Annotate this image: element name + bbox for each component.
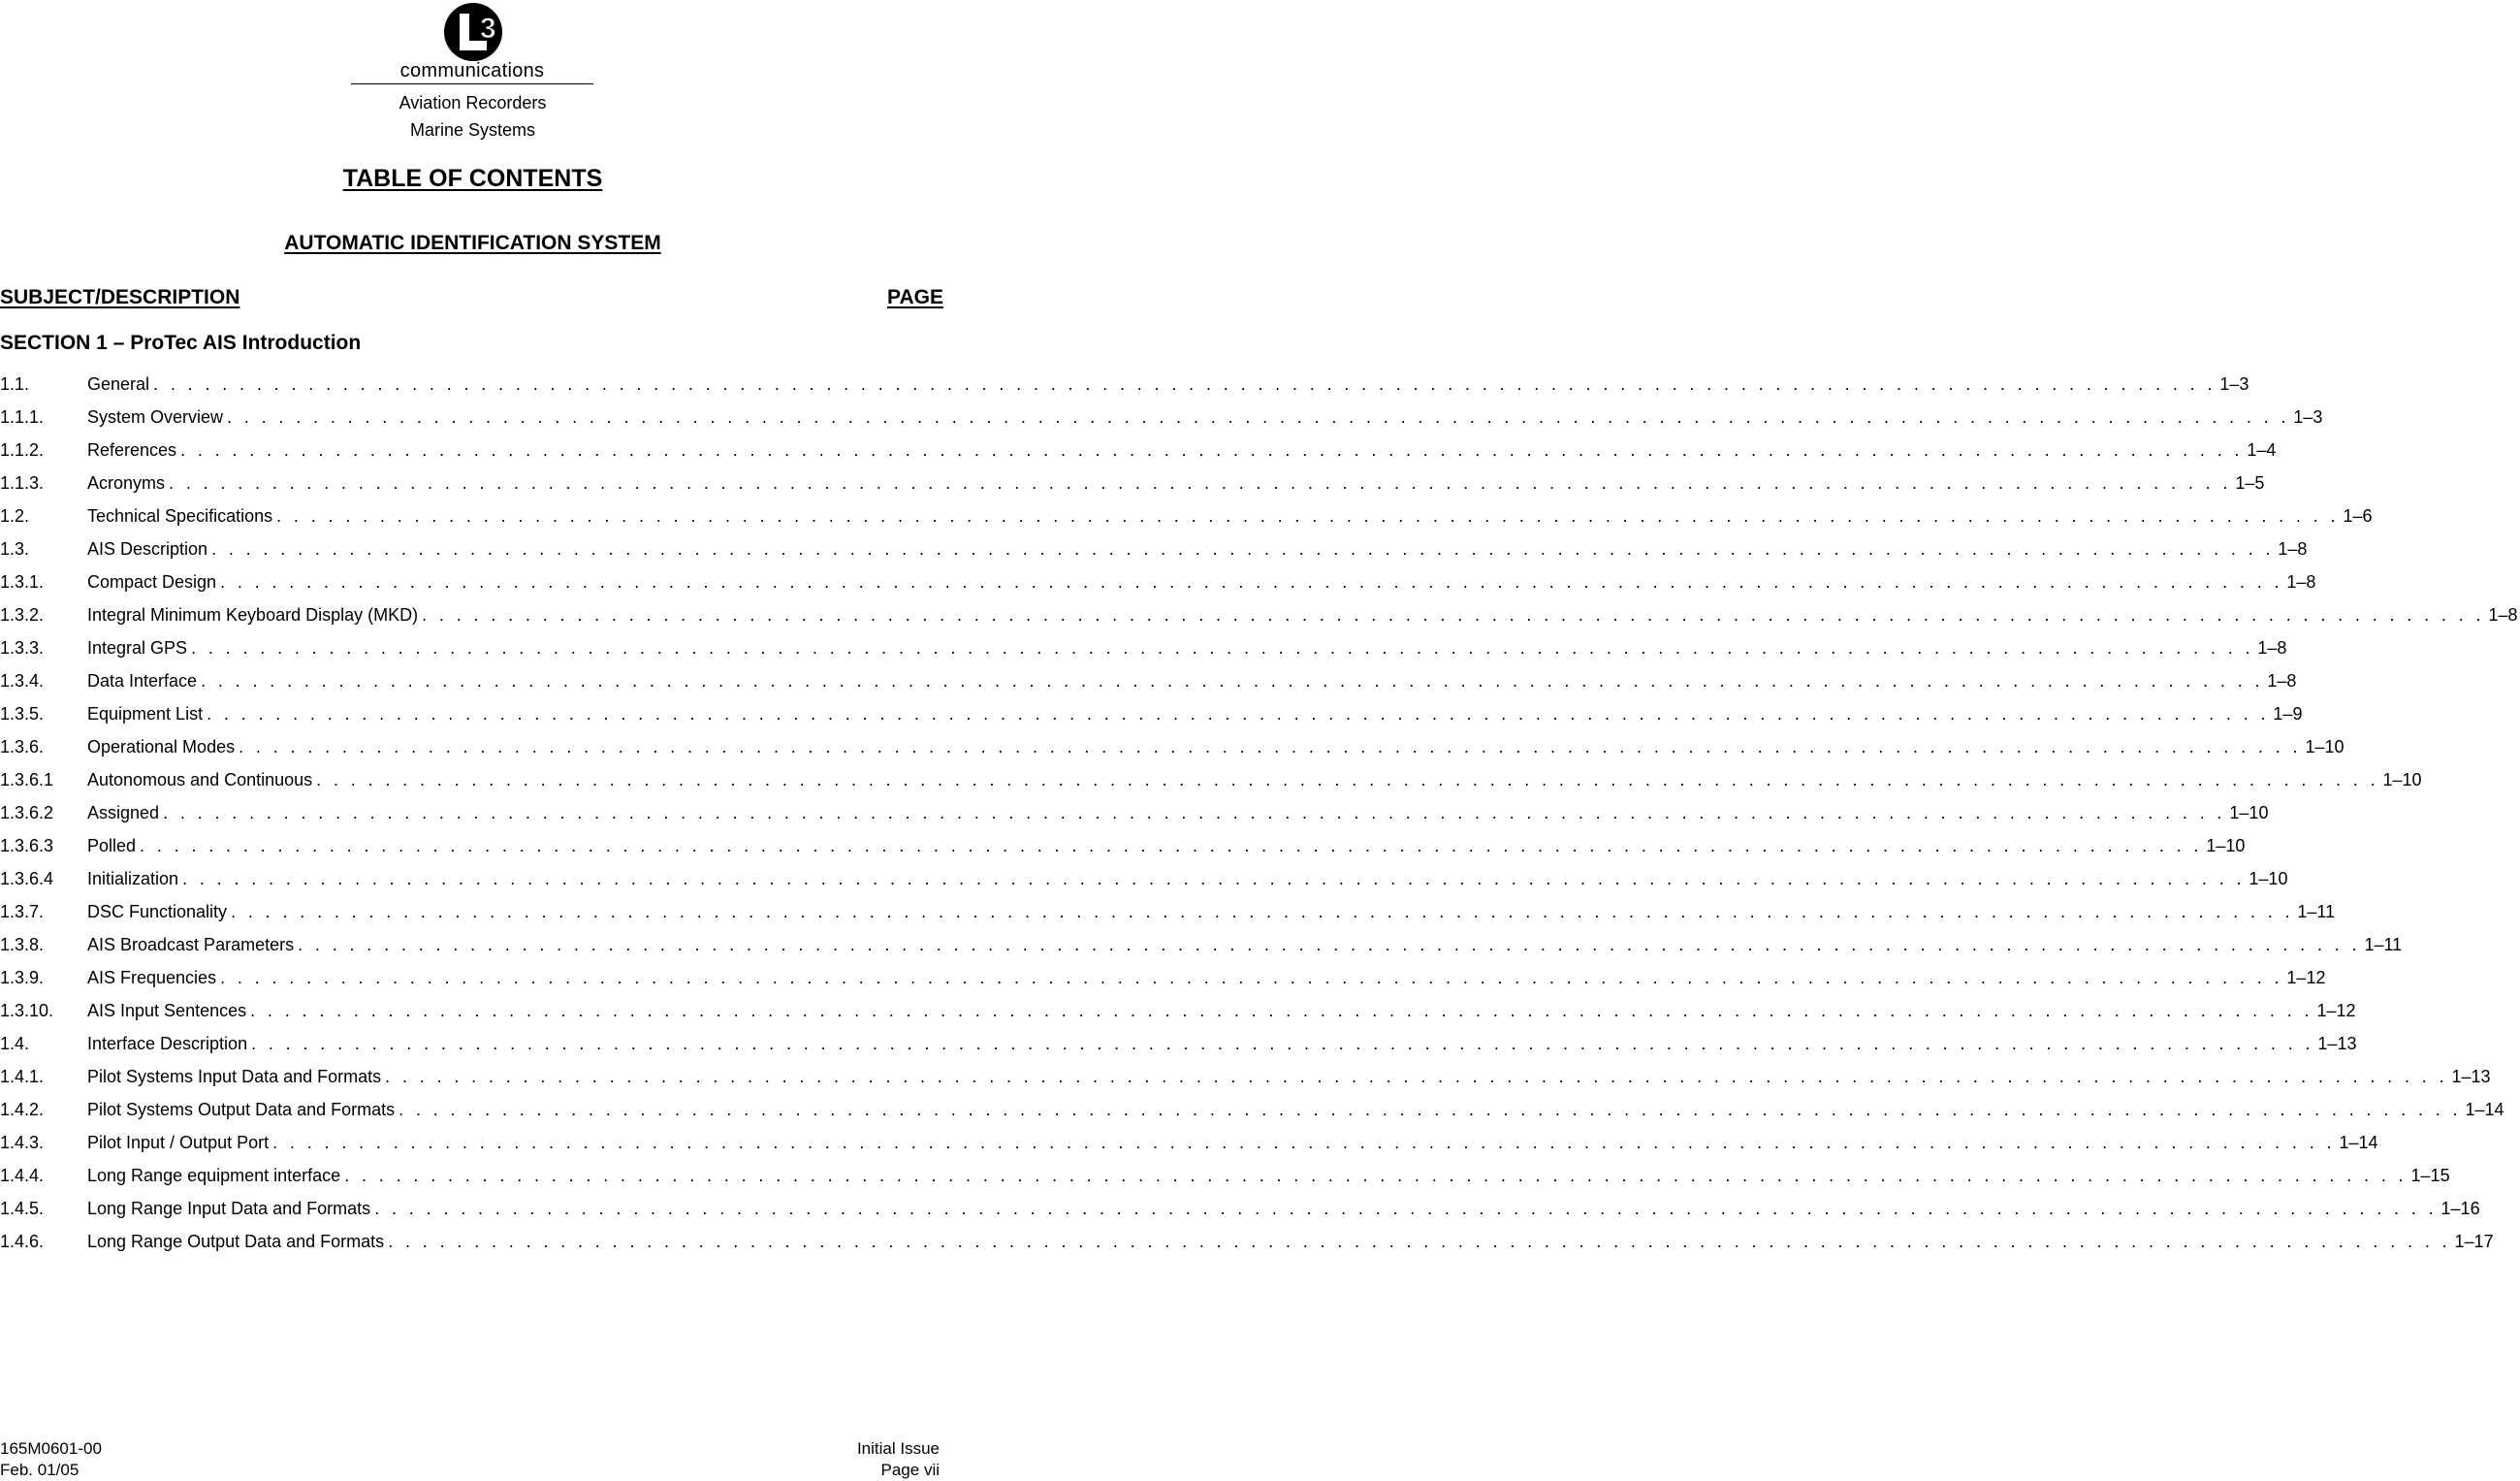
- toc-entry-number: 1.3.6.: [0, 737, 45, 757]
- dot-leader: . . . . . . . . . . . . . . . . . . . . . . . . . . . . . . . . . . . . . . . . . . . . . . . . . . . . . . . . . . . . . . . . . . . . . . . . . . . . . . . . . . . . . . . . . . . . . . . . . . . . . . . . . . . . . . . . . . . . . . . .: [239, 737, 2302, 757]
- toc-entry: [87, 600, 2518, 629]
- dot-leader: . . . . . . . . . . . . . . . . . . . . . . . . . . . . . . . . . . . . . . . . . . . . . . . . . . . . . . . . . . . . . . . . . . . . . . . . . . . . . . . . . . . . . . . . . . . . . . . . . . . . . . . . . . . . . . . . . . . . . . . .: [220, 968, 2283, 987]
- toc-entry: [87, 567, 2316, 596]
- toc-entry-label[interactable]: AIS Input Sentences: [87, 996, 250, 1025]
- toc-entry: [87, 666, 2297, 695]
- toc-entry-label[interactable]: AIS Description: [87, 534, 211, 563]
- toc-entry-page[interactable]: 1–12: [2286, 968, 2326, 987]
- toc-entry: [87, 864, 2288, 893]
- toc-row[interactable]: [0, 897, 2336, 930]
- toc-entry: [87, 963, 2326, 992]
- toc-entry: [87, 1062, 2491, 1091]
- dot-leader: . . . . . . . . . . . . . . . . . . . . . . . . . . . . . . . . . . . . . . . . . . . . . . . . . . . . . . . . . . . . . . . . . . . . . . . . . . . . . . . . . . . . . . . . . . . . . . . . . . . . . . . . . . . . . . . . . . . . . . . .: [276, 506, 2340, 526]
- dot-leader: . . . . . . . . . . . . . . . . . . . . . . . . . . . . . . . . . . . . . . . . . . . . . . . . . . . . . . . . . . . . . . . . . . . . . . . . . . . . . . . . . . . . . . . . . . . . . . . . . . . . . . . . . . . . . . . . . . . . . . . .: [422, 605, 2485, 625]
- toc-entry: [87, 897, 2336, 926]
- toc-entry-page[interactable]: 1–14: [2339, 1133, 2378, 1152]
- page-title: TABLE OF CONTENTS: [342, 165, 603, 192]
- toc-row[interactable]: [0, 1128, 2378, 1161]
- toc-entry: [87, 798, 2269, 827]
- footer-date: Feb. 01/05: [0, 1461, 80, 1479]
- toc-row[interactable]: [0, 864, 2288, 897]
- toc-entry-page[interactable]: 1–10: [2305, 737, 2345, 757]
- toc-entry-page[interactable]: 1–8: [2267, 671, 2297, 691]
- toc-entry-page[interactable]: 1–13: [2317, 1034, 2357, 1053]
- dot-leader: . . . . . . . . . . . . . . . . . . . . . . . . . . . . . . . . . . . . . . . . . . . . . . . . . . . . . . . . . . . . . . . . . . . . . . . . . . . . . . . . . . . . . . . . . . . . . . . . . . . . . . . . . . . . . . . . . . . . . . . .: [374, 1199, 2438, 1218]
- toc-entry-page[interactable]: 1–11: [2364, 935, 2403, 954]
- toc-row[interactable]: [0, 370, 2249, 402]
- toc-entry-page[interactable]: 1–10: [2206, 836, 2246, 855]
- toc-row[interactable]: [0, 534, 2308, 567]
- dot-leader: . . . . . . . . . . . . . . . . . . . . . . . . . . . . . . . . . . . . . . . . . . . . . . . . . . . . . . . . . . . . . . . . . . . . . . . . . . . . . . . . . . . . . . . . . . . . . . . . . . . . . . . . . . . . . . . . . . . . . . . .: [298, 935, 2361, 954]
- toc-entry-number: 1.3.7.: [0, 902, 45, 921]
- toc-entry-page[interactable]: 1–12: [2316, 1001, 2356, 1020]
- toc-entry-number: 1.3.2.: [0, 605, 45, 625]
- toc-row[interactable]: [0, 1062, 2491, 1095]
- l3-logo-icon: [441, 2, 505, 62]
- toc-entry-label[interactable]: Pilot Systems Input Data and Formats: [87, 1062, 385, 1091]
- toc-entry: [87, 930, 2403, 959]
- toc-entry-number: 1.3.5.: [0, 704, 45, 724]
- toc-entry-label[interactable]: References: [87, 435, 180, 465]
- toc-entry-label[interactable]: Integral GPS: [87, 633, 191, 662]
- toc-row[interactable]: [0, 699, 2303, 732]
- toc-entry-number: 1.3.9.: [0, 968, 45, 987]
- toc-entry-number: 1.1.1.: [0, 407, 45, 427]
- toc-row[interactable]: [0, 600, 2518, 633]
- toc-entry-label[interactable]: Pilot Input / Output Port: [87, 1128, 272, 1157]
- toc-entry: [87, 534, 2308, 563]
- toc-entry-label[interactable]: Acronyms: [87, 468, 169, 498]
- toc-entry-label[interactable]: System Overview: [87, 402, 227, 432]
- toc-entry-label[interactable]: Interface Description: [87, 1029, 251, 1058]
- toc-entry-number: 1.3.6.2: [0, 803, 54, 822]
- toc-row[interactable]: [0, 633, 2287, 666]
- department-line-1: Aviation Recorders: [399, 93, 547, 113]
- footer-doc-number: 165M0601-00: [0, 1439, 102, 1458]
- toc-entry: [87, 1194, 2480, 1223]
- dot-leader: . . . . . . . . . . . . . . . . . . . . . . . . . . . . . . . . . . . . . . . . . . . . . . . . . . . . . . . . . . . . . . . . . . . . . . . . . . . . . . . . . . . . . . . . . . . . . . . . . . . . . . . . . . . . . . . . . . . . . . . .: [385, 1067, 2448, 1086]
- dot-leader: . . . . . . . . . . . . . . . . . . . . . . . . . . . . . . . . . . . . . . . . . . . . . . . . . . . . . . . . . . . . . . . . . . . . . . . . . . . . . . . . . . . . . . . . . . . . . . . . . . . . . . . . . . . . . . . . . . . . . . . .: [250, 1001, 2313, 1020]
- toc-row[interactable]: [0, 1029, 2357, 1062]
- toc-entry-label[interactable]: Pilot Systems Output Data and Formats: [87, 1095, 399, 1124]
- toc-entry-page[interactable]: 1–11: [2297, 902, 2336, 921]
- toc-entry: [87, 370, 2249, 399]
- toc-entry-number: 1.3.1.: [0, 572, 45, 592]
- dot-leader: . . . . . . . . . . . . . . . . . . . . . . . . . . . . . . . . . . . . . . . . . . . . . . . . . . . . . . . . . . . . . . . . . . . . . . . . . . . . . . . . . . . . . . . . . . . . . . . . . . . . . . . . . . . . . . . . . . . . . . . .: [272, 1133, 2336, 1152]
- toc-entry-page[interactable]: 1–15: [2410, 1166, 2450, 1185]
- toc-entry-number: 1.4.5.: [0, 1199, 45, 1218]
- footer-page-number: Page vii: [880, 1461, 940, 1479]
- toc-entry-page[interactable]: 1–17: [2454, 1232, 2494, 1251]
- toc-entry-number: 1.3.: [0, 539, 30, 559]
- toc-row[interactable]: [0, 732, 2345, 765]
- toc-entry: [87, 1128, 2378, 1157]
- toc-entry-number: 1.3.4.: [0, 671, 45, 691]
- toc-entry-number: 1.3.6.3: [0, 836, 54, 855]
- footer-issue: Initial Issue: [856, 1439, 940, 1458]
- column-header-page: PAGE: [887, 286, 943, 308]
- dot-leader: . . . . . . . . . . . . . . . . . . . . . . . . . . . . . . . . . . . . . . . . . . . . . . . . . . . . . . . . . . . . . . . . . . . . . . . . . . . . . . . . . . . . . . . . . . . . . . . . . . . . . . . . . . . . . . . . . . . . . . . .: [207, 704, 2270, 724]
- dot-leader: . . . . . . . . . . . . . . . . . . . . . . . . . . . . . . . . . . . . . . . . . . . . . . . . . . . . . . . . . . . . . . . . . . . . . . . . . . . . . . . . . . . . . . . . . . . . . . . . . . . . . . . . . . . . . . . . . . . . . . . .: [211, 539, 2275, 559]
- toc-entry-label[interactable]: General: [87, 370, 153, 399]
- toc-entry-label[interactable]: Long Range Output Data and Formats: [87, 1227, 388, 1256]
- toc-entry-label[interactable]: Technical Specifications: [87, 501, 276, 531]
- toc-entry-page[interactable]: 1–3: [2293, 407, 2323, 427]
- toc-entry: [87, 699, 2303, 728]
- toc-entry-number: 1.4.4.: [0, 1166, 45, 1185]
- toc-entry-label[interactable]: Polled: [87, 831, 140, 860]
- toc-entry-number: 1.4.: [0, 1034, 30, 1053]
- toc-entry-page[interactable]: 1–10: [2249, 869, 2288, 888]
- toc-row[interactable]: [0, 963, 2326, 996]
- dot-leader: . . . . . . . . . . . . . . . . . . . . . . . . . . . . . . . . . . . . . . . . . . . . . . . . . . . . . . . . . . . . . . . . . . . . . . . . . . . . . . . . . . . . . . . . . . . . . . . . . . . . . . . . . . . . . . . . . . . . . . . .: [201, 671, 2264, 691]
- dot-leader: . . . . . . . . . . . . . . . . . . . . . . . . . . . . . . . . . . . . . . . . . . . . . . . . . . . . . . . . . . . . . . . . . . . . . . . . . . . . . . . . . . . . . . . . . . . . . . . . . . . . . . . . . . . . . . . . . . . . . . . .: [153, 374, 2217, 394]
- toc-entry: [87, 501, 2373, 531]
- toc-entry-number: 1.3.6.1: [0, 770, 54, 789]
- toc-row[interactable]: [0, 1227, 2494, 1260]
- toc-entry-number: 1.4.2.: [0, 1100, 45, 1119]
- logo-numeral: 3: [480, 13, 496, 45]
- toc-entry-page[interactable]: 1–8: [2257, 638, 2287, 658]
- toc-entry-number: 1.4.3.: [0, 1133, 45, 1152]
- toc-entry-number: 1.3.8.: [0, 935, 45, 954]
- toc-entry: [87, 633, 2287, 662]
- toc-entry-label[interactable]: Autonomous and Continuous: [87, 765, 316, 794]
- toc-entry: [87, 765, 2422, 794]
- toc-row[interactable]: [0, 831, 2246, 864]
- toc-row[interactable]: [0, 765, 2422, 798]
- toc-list: [0, 370, 2518, 1260]
- toc-entry-label[interactable]: Integral Minimum Keyboard Display (MKD): [87, 600, 422, 629]
- toc-row[interactable]: [0, 402, 2323, 435]
- toc-entry-number: 1.1.2.: [0, 440, 45, 460]
- toc-entry-page[interactable]: 1–5: [2235, 473, 2265, 493]
- toc-entry: [87, 732, 2345, 761]
- dot-leader: . . . . . . . . . . . . . . . . . . . . . . . . . . . . . . . . . . . . . . . . . . . . . . . . . . . . . . . . . . . . . . . . . . . . . . . . . . . . . . . . . . . . . . . . . . . . . . . . . . . . . . . . . . . . . . . . . . . . . . . .: [191, 638, 2254, 658]
- toc-entry-number: 1.2.: [0, 506, 30, 526]
- toc-row[interactable]: [0, 930, 2403, 963]
- toc-entry-label[interactable]: DSC Functionality: [87, 897, 231, 926]
- toc-entry-page[interactable]: 1–8: [2488, 605, 2518, 625]
- toc-entry-label[interactable]: Data Interface: [87, 666, 201, 695]
- toc-entry-page[interactable]: 1–13: [2451, 1067, 2491, 1086]
- dot-leader: . . . . . . . . . . . . . . . . . . . . . . . . . . . . . . . . . . . . . . . . . . . . . . . . . . . . . . . . . . . . . . . . . . . . . . . . . . . . . . . . . . . . . . . . . . . . . . . . . . . . . . . . . . . . . . . . . . . . . . . .: [251, 1034, 2314, 1053]
- toc-entry-number: 1.3.10.: [0, 1001, 54, 1020]
- toc-entry: [87, 1095, 2504, 1124]
- dot-leader: . . . . . . . . . . . . . . . . . . . . . . . . . . . . . . . . . . . . . . . . . . . . . . . . . . . . . . . . . . . . . . . . . . . . . . . . . . . . . . . . . . . . . . . . . . . . . . . . . . . . . . . . . . . . . . . . . . . . . . . .: [399, 1100, 2462, 1119]
- toc-entry-page[interactable]: 1–4: [2247, 440, 2277, 460]
- dot-leader: . . . . . . . . . . . . . . . . . . . . . . . . . . . . . . . . . . . . . . . . . . . . . . . . . . . . . . . . . . . . . . . . . . . . . . . . . . . . . . . . . . . . . . . . . . . . . . . . . . . . . . . . . . . . . . . . . . . . . . . .: [316, 770, 2379, 789]
- toc-entry-number: 1.3.3.: [0, 638, 45, 658]
- toc-entry-page[interactable]: 1–14: [2465, 1100, 2504, 1119]
- toc-entry-number: 1.4.6.: [0, 1232, 45, 1251]
- toc-entry-page[interactable]: 1–8: [2286, 572, 2316, 592]
- toc-entry-page[interactable]: 1–16: [2440, 1199, 2480, 1218]
- toc-entry: [87, 435, 2277, 465]
- dot-leader: . . . . . . . . . . . . . . . . . . . . . . . . . . . . . . . . . . . . . . . . . . . . . . . . . . . . . . . . . . . . . . . . . . . . . . . . . . . . . . . . . . . . . . . . . . . . . . . . . . . . . . . . . . . . . . . . . . . . . . . .: [140, 836, 2203, 855]
- toc-entry-page[interactable]: 1–10: [2382, 770, 2422, 789]
- toc-row[interactable]: [0, 996, 2356, 1029]
- dot-leader: . . . . . . . . . . . . . . . . . . . . . . . . . . . . . . . . . . . . . . . . . . . . . . . . . . . . . . . . . . . . . . . . . . . . . . . . . . . . . . . . . . . . . . . . . . . . . . . . . . . . . . . . . . . . . . . . . . . . . . . .: [180, 440, 2244, 460]
- toc-entry-label[interactable]: Initialization: [87, 864, 182, 893]
- toc-entry-label[interactable]: Long Range Input Data and Formats: [87, 1194, 374, 1223]
- dot-leader: . . . . . . . . . . . . . . . . . . . . . . . . . . . . . . . . . . . . . . . . . . . . . . . . . . . . . . . . . . . . . . . . . . . . . . . . . . . . . . . . . . . . . . . . . . . . . . . . . . . . . . . . . . . . . . . . . . . . . . . .: [182, 869, 2246, 888]
- toc-row[interactable]: [0, 666, 2297, 699]
- dot-leader: . . . . . . . . . . . . . . . . . . . . . . . . . . . . . . . . . . . . . . . . . . . . . . . . . . . . . . . . . . . . . . . . . . . . . . . . . . . . . . . . . . . . . . . . . . . . . . . . . . . . . . . . . . . . . . . . . . . . . . . .: [388, 1232, 2451, 1251]
- toc-entry-page[interactable]: 1–10: [2229, 803, 2269, 822]
- section-heading: SECTION 1 – ProTec AIS Introduction: [0, 332, 362, 354]
- toc-entry: [87, 831, 2246, 860]
- toc-entry-label[interactable]: Equipment List: [87, 699, 207, 728]
- page-header: [0, 0, 945, 155]
- toc-entry: [87, 996, 2356, 1025]
- toc-entry: [87, 1029, 2357, 1058]
- toc-row[interactable]: [0, 1095, 2504, 1128]
- toc-entry-label[interactable]: Assigned: [87, 798, 163, 827]
- toc-entry-label[interactable]: Operational Modes: [87, 732, 239, 761]
- toc-entry-label[interactable]: Compact Design: [87, 567, 220, 596]
- toc-entry-number: 1.1.: [0, 374, 30, 394]
- toc-entry-page[interactable]: 1–3: [2219, 374, 2249, 394]
- toc-entry: [87, 1227, 2494, 1256]
- toc-entry-page[interactable]: 1–6: [2343, 506, 2373, 526]
- toc-entry-number: 1.1.3.: [0, 473, 45, 493]
- toc-entry-page[interactable]: 1–8: [2278, 539, 2308, 559]
- toc-entry-label[interactable]: Long Range equipment interface: [87, 1161, 344, 1190]
- toc-entry-number: 1.3.6.4: [0, 869, 54, 888]
- dot-leader: . . . . . . . . . . . . . . . . . . . . . . . . . . . . . . . . . . . . . . . . . . . . . . . . . . . . . . . . . . . . . . . . . . . . . . . . . . . . . . . . . . . . . . . . . . . . . . . . . . . . . . . . . . . . . . . . . . . . . . . .: [227, 407, 2290, 427]
- toc-entry-label[interactable]: AIS Broadcast Parameters: [87, 930, 298, 959]
- logo-wordmark: communications: [399, 60, 545, 81]
- toc-row[interactable]: [0, 1194, 2480, 1227]
- toc-entry-page[interactable]: 1–9: [2273, 704, 2303, 724]
- toc-row[interactable]: [0, 435, 2277, 468]
- toc-row[interactable]: [0, 501, 2373, 534]
- toc-entry: [87, 1161, 2450, 1190]
- dot-leader: . . . . . . . . . . . . . . . . . . . . . . . . . . . . . . . . . . . . . . . . . . . . . . . . . . . . . . . . . . . . . . . . . . . . . . . . . . . . . . . . . . . . . . . . . . . . . . . . . . . . . . . . . . . . . . . . . . . . . . . .: [169, 473, 2232, 493]
- toc-entry: [87, 468, 2265, 498]
- toc-entry-label[interactable]: AIS Frequencies: [87, 963, 220, 992]
- toc-entry: [87, 402, 2323, 432]
- toc-row[interactable]: [0, 1161, 2450, 1194]
- column-header-subject: SUBJECT/DESCRIPTION: [0, 286, 240, 308]
- dot-leader: . . . . . . . . . . . . . . . . . . . . . . . . . . . . . . . . . . . . . . . . . . . . . . . . . . . . . . . . . . . . . . . . . . . . . . . . . . . . . . . . . . . . . . . . . . . . . . . . . . . . . . . . . . . . . . . . . . . . . . . .: [231, 902, 2294, 921]
- document-subtitle: AUTOMATIC IDENTIFICATION SYSTEM: [284, 232, 661, 254]
- toc-row[interactable]: [0, 798, 2269, 831]
- dot-leader: . . . . . . . . . . . . . . . . . . . . . . . . . . . . . . . . . . . . . . . . . . . . . . . . . . . . . . . . . . . . . . . . . . . . . . . . . . . . . . . . . . . . . . . . . . . . . . . . . . . . . . . . . . . . . . . . . . . . . . . .: [163, 803, 2226, 822]
- toc-entry-number: 1.4.1.: [0, 1067, 45, 1086]
- department-line-2: Marine Systems: [409, 120, 536, 140]
- toc-row[interactable]: [0, 567, 2316, 600]
- logo-rule: [351, 83, 593, 84]
- toc-row[interactable]: [0, 468, 2265, 501]
- dot-leader: . . . . . . . . . . . . . . . . . . . . . . . . . . . . . . . . . . . . . . . . . . . . . . . . . . . . . . . . . . . . . . . . . . . . . . . . . . . . . . . . . . . . . . . . . . . . . . . . . . . . . . . . . . . . . . . . . . . . . . . .: [220, 572, 2283, 592]
- dot-leader: . . . . . . . . . . . . . . . . . . . . . . . . . . . . . . . . . . . . . . . . . . . . . . . . . . . . . . . . . . . . . . . . . . . . . . . . . . . . . . . . . . . . . . . . . . . . . . . . . . . . . . . . . . . . . . . . . . . . . . . .: [344, 1166, 2408, 1185]
